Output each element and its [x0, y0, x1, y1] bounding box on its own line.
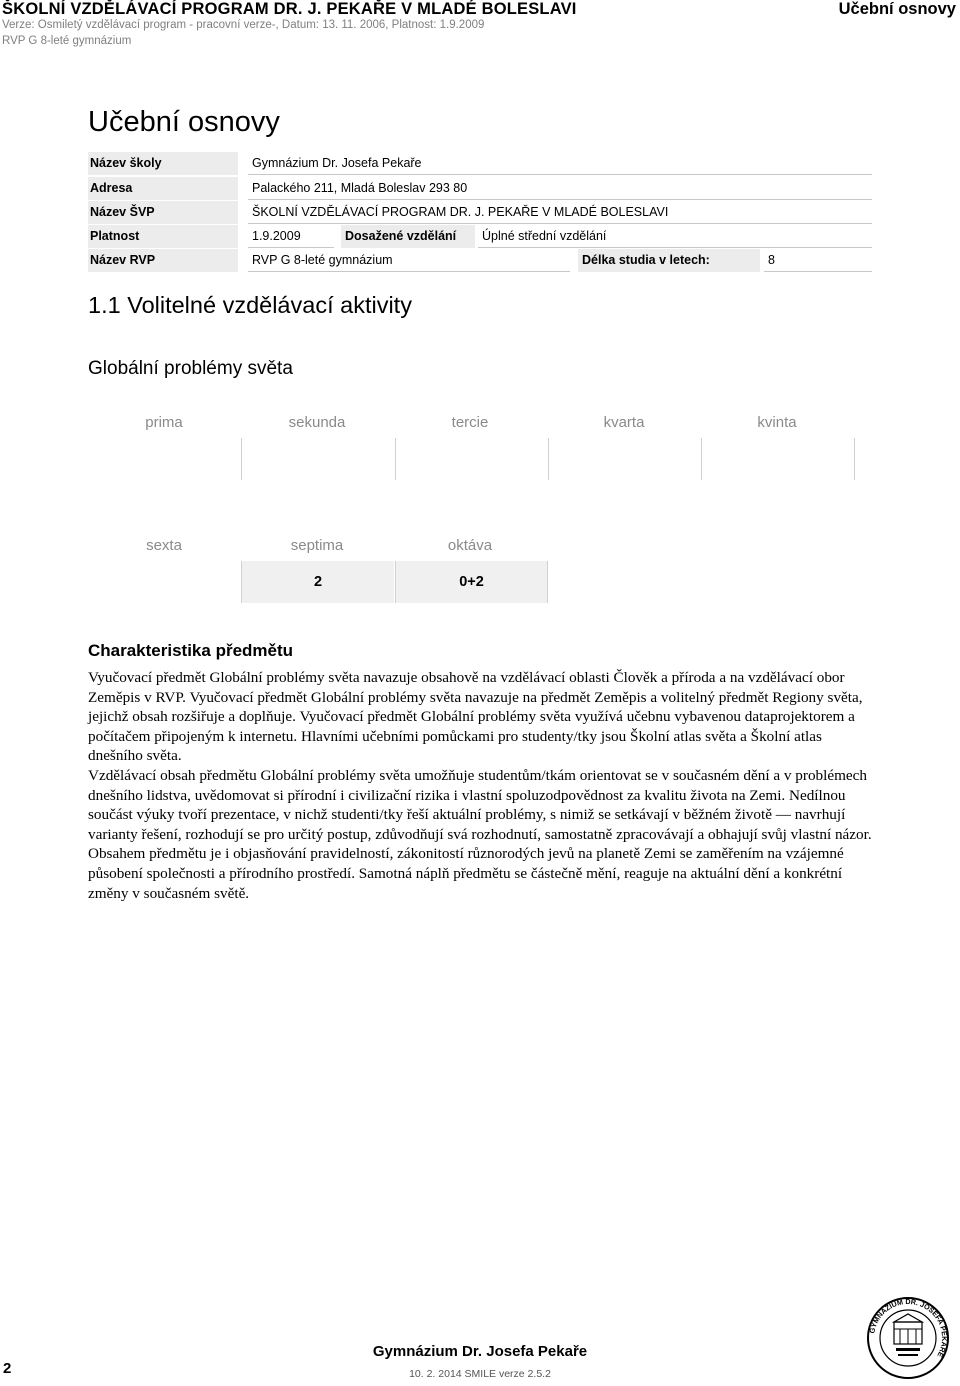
school-seal-logo: [866, 1296, 950, 1380]
document-header-title: ŠKOLNÍ VZDĚLÁVACÍ PROGRAM DR. J. PEKAŘE V MLADÉ BOLESLAVI: [2, 0, 577, 18]
info-label: Platnost: [88, 225, 238, 248]
page-title: Učební osnovy: [88, 106, 280, 138]
info-row-svp: [88, 201, 872, 224]
hours-cell: [701, 438, 854, 480]
info-label: Adresa: [88, 177, 238, 200]
characteristics-text: [88, 668, 878, 903]
footer-school-name: Gymnázium Dr. Josefa Pekaře: [372, 1343, 588, 1360]
info-label: Název školy: [88, 152, 238, 175]
svg-text:GYMNÁZIUM DR. JOSEFA PEKAŘE: GYMNÁZIUM DR. JOSEFA PEKAŘE: [867, 1296, 950, 1359]
grade-label-prima: prima: [145, 414, 183, 431]
characteristics-paragraph: Vzdělávací obsah předmětu Globální problémy světa umožňuje studentům/tkám orientovat se v současném dění a v problémech dnešního lidstva, uvědomovat si přírodní i civilizační rizika i vlastní spoluzodpovědnost za kvalitu života na Zemi. Nedílnou součást výuky tvoří prezentace, v nichž studenti/tky řeší aktuální problémy, s nimiž se setkávají v běžném životě — navrhují varianty řešení, rozhodují se pro určitý postup, zdůvodňují svá rozhodnutí, samostatně zpracovávají a obhajují svůj vlastní názor. Obsahem předmětu je i objasňování pravidelností, zákonitostí různorodých jevů na planetě Zemi se zaměřením na vzájemné působení společnosti a přírodního prostředí. Samotná náplň předmětu se částečně mění, reaguje na aktuální dění a konkrétní změny v současném světě.: [88, 766, 872, 902]
section-heading: 1.1 Volitelné vzdělávací aktivity: [88, 292, 412, 318]
info-value: Gymnázium Dr. Josefa Pekaře: [248, 152, 872, 175]
info-value: Úplné střední vzdělání: [478, 225, 872, 248]
footer-date-version: 10. 2. 2014 SMILE verze 2.5.2: [409, 1368, 551, 1380]
grade-label-kvinta: kvinta: [757, 414, 797, 431]
hours-cell: [548, 438, 701, 480]
grade-label-septima: septima: [290, 537, 344, 554]
info-row-school: [88, 152, 872, 175]
hours-cell: [241, 438, 396, 480]
info-row-rvp: [88, 249, 872, 272]
hours-cell-septima: 2: [241, 561, 394, 603]
info-value: ŠKOLNÍ VZDĚLÁVACÍ PROGRAM DR. J. PEKAŘE V MLADÉ BOLESLAVI: [248, 201, 872, 224]
info-row-validity: [88, 225, 872, 248]
grade-label-sekunda: sekunda: [288, 414, 346, 431]
grade-label-kvarta: kvarta: [603, 414, 645, 431]
characteristics-heading: Charakteristika předmětu: [88, 641, 294, 660]
page-number: 2: [3, 1360, 12, 1377]
document-rvp-line: RVP G 8-leté gymnázium: [2, 35, 132, 47]
grade-label-sexta: sexta: [146, 537, 182, 554]
hours-cell-oktava: 0+2: [395, 561, 548, 603]
characteristics-paragraph: Vyučovací předmět Globální problémy světa navazuje obsahově na vzdělávací oblasti Člověk a příroda a na vzdělávací obor Zeměpis v RVP. Vyučovací předmět Globální problémy světa navazuje na předmět Zeměpis a volitelný předmět Regiony světa, jejichž obsah rozšiřuje a doplňuje. Vyučovací předmět Globální problémy světa využívá učebnu vybavenou dataprojektorem a počítačem připojeným k internetu. Hlavními učebními pomůckami pro studenty/tky jsou Školní atlas světa a Školní atlas dnešního světa.: [88, 669, 863, 765]
info-label: Název ŠVP: [88, 201, 238, 224]
info-row-address: [88, 177, 872, 200]
grade-label-tercie: tercie: [451, 414, 489, 431]
document-version-line: Verze: Osmiletý vzdělávací program - pracovní verze-, Datum: 13. 11. 2006, Platnost: 1.9.2009: [2, 19, 485, 31]
grade-label-oktava: oktáva: [447, 537, 493, 554]
info-label: Dosažené vzdělání: [341, 225, 475, 248]
hours-cell: [395, 438, 548, 480]
info-value: 1.9.2009: [248, 225, 334, 248]
info-value: RVP G 8-leté gymnázium: [248, 249, 570, 272]
subject-title: Globální problémy světa: [88, 358, 293, 379]
info-value: 8: [764, 249, 872, 272]
hours-cell: [854, 438, 856, 480]
info-value: Palackého 211, Mladá Boleslav 293 80: [248, 177, 872, 200]
info-label: Název RVP: [88, 249, 238, 272]
info-label: Délka studia v letech:: [578, 249, 760, 272]
document-header-section: Učební osnovy: [838, 0, 956, 18]
